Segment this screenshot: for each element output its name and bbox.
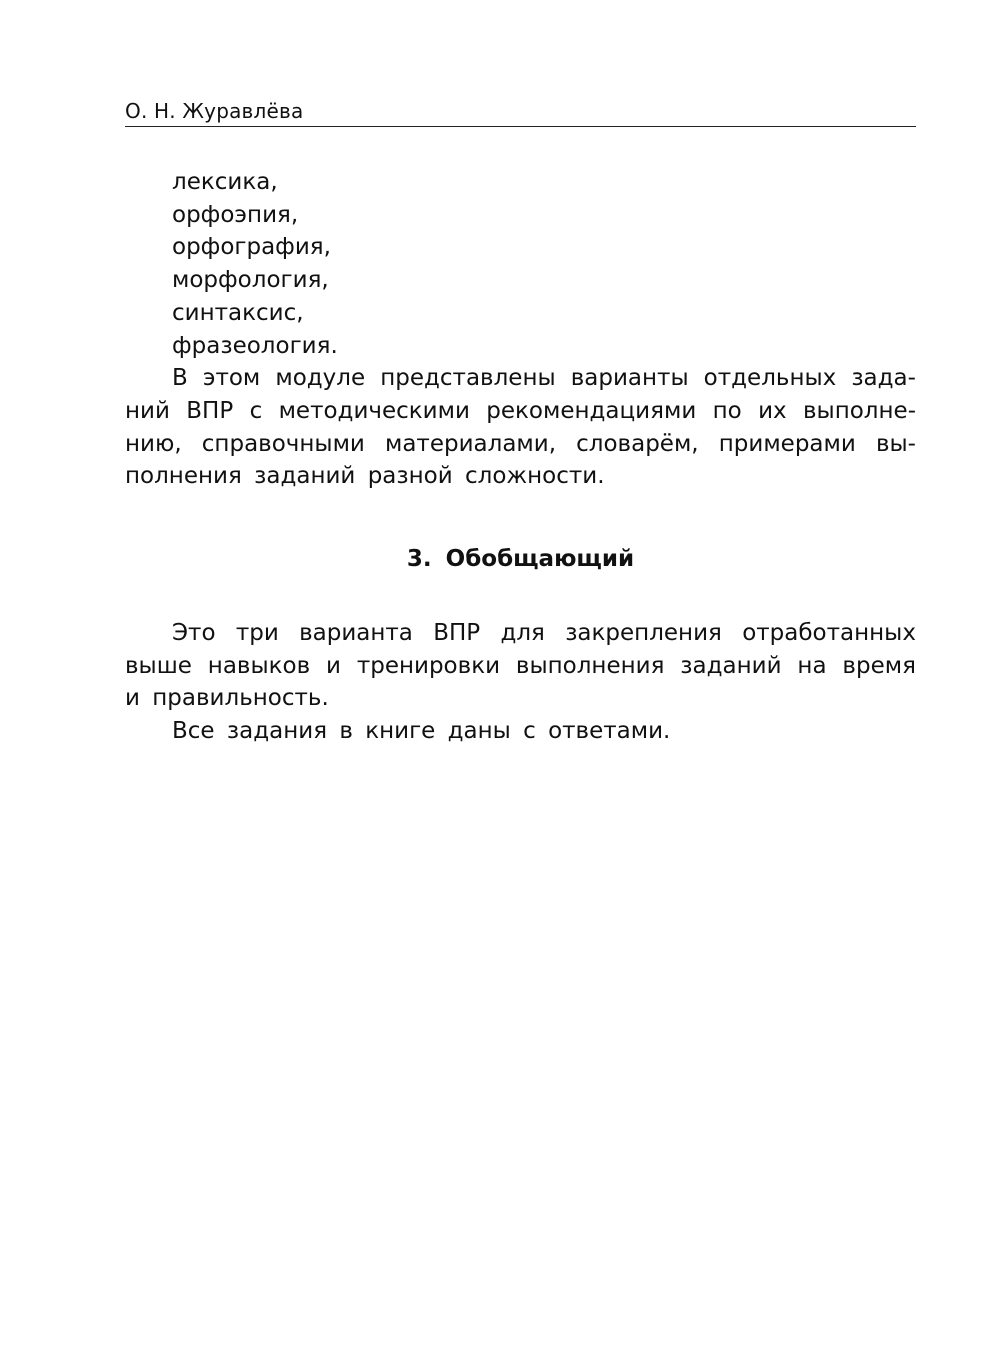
word: время [842,652,916,679]
word: три [235,619,279,646]
word: примерами [718,430,856,457]
word: модуле [275,365,366,392]
running-header [125,98,916,127]
author-name: О. Н. Журавлёва [125,99,304,123]
word: варианты [570,365,689,392]
word: их [758,397,787,424]
list-item: орфоэпия, [172,201,299,228]
topic-list [125,166,916,362]
word: отдельных [703,365,837,392]
text-line [125,395,916,428]
word: навыков [207,652,311,679]
text-line: Все задания в книге даны с ответами. [172,718,671,745]
word: отработанных [742,619,916,646]
word: тренировки [356,652,501,679]
word: выполне- [802,397,916,424]
word: варианта [299,619,413,646]
word: заданий [680,652,782,679]
text-line [125,362,916,395]
word: ВПР [433,619,481,646]
list-item: орфография, [172,234,331,261]
word: и [326,652,341,679]
word: выше [125,652,192,679]
word: рекомендациями [486,397,697,424]
word: справочными [201,430,365,457]
summary-paragraph [125,617,916,715]
list-item: синтаксис, [172,299,304,326]
word: для [500,619,545,646]
list-item: морфология, [172,267,329,294]
list-item: лексика, [172,169,278,195]
word: представлены [380,365,556,392]
text-line [125,650,916,683]
word: выполнения [515,652,665,679]
word: В [172,365,188,392]
word: этом [202,365,261,392]
text-line: и правильность. [125,685,329,712]
word: ВПР [186,397,234,424]
word: на [797,652,827,679]
word: закрепления [565,619,722,646]
module-description-paragraph [125,362,916,493]
word: словарём, [576,430,699,457]
word: методическими [278,397,470,424]
word: по [712,397,742,424]
word: материалами, [384,430,557,457]
word: вы- [875,430,916,457]
word: с [249,397,263,424]
section-heading: 3. Обобщающий [406,545,635,572]
text-line [125,617,916,650]
page-body [125,166,916,748]
word: зада- [851,365,916,392]
text-line [125,428,916,461]
word: нию, [125,430,182,457]
list-item: фразеология. [172,332,338,359]
word: Это [172,619,216,646]
answers-paragraph [125,715,916,748]
word: ний [125,397,170,424]
text-line: полнения заданий разной сложности. [125,463,605,490]
